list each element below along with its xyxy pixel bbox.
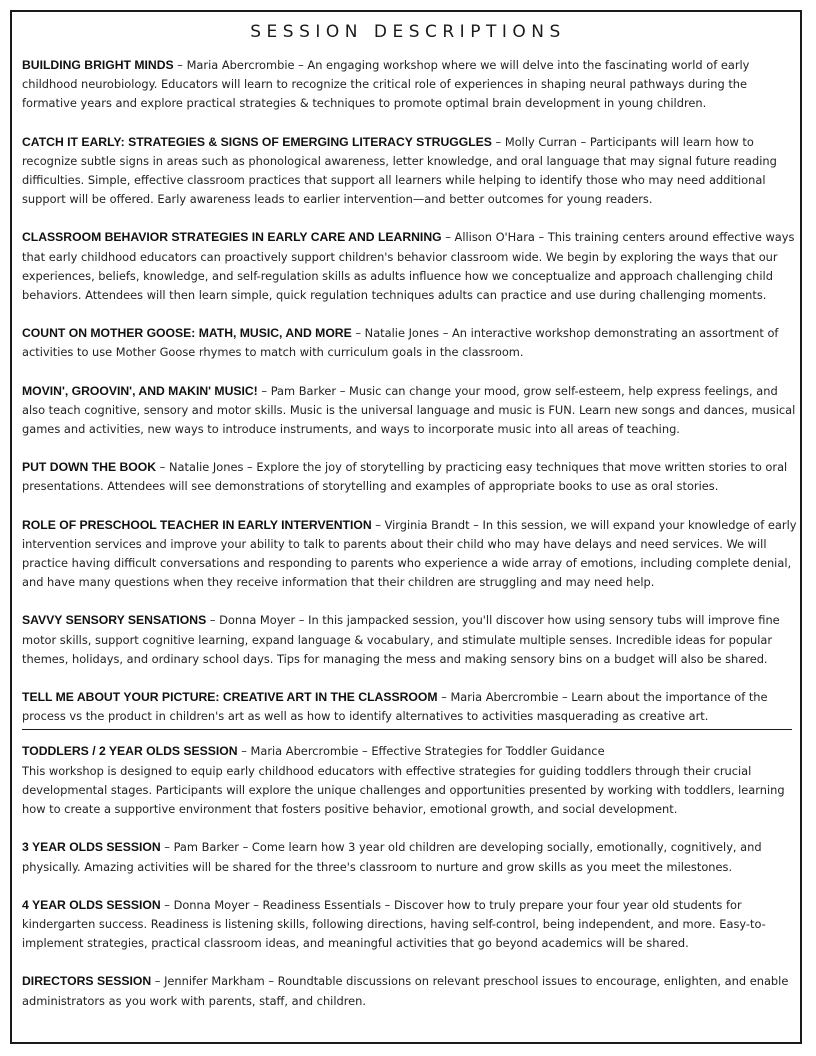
session-role-of-preschool-teacher: ROLE OF PRESCHOOL TEACHER IN EARLY INTERVENTION – Virginia Brandt – In this session, we will expand your knowledge of early intervention services and improve your ability to talk to parents about their child who may have delays and need services. We will practice having difficult conversations and responding to parents who experience a wide array of emotions, including complete denial, and have many questions when they receive information that their children are struggling and may need help.: [22, 517, 797, 590]
session-title: DIRECTORS SESSION: [22, 974, 152, 989]
session-title: PUT DOWN THE BOOK: [22, 460, 157, 475]
session-subtitle: Maria Abercrombie – Effective Strategies for Toddler Guidance: [250, 744, 605, 759]
session-put-down-the-book: PUT DOWN THE BOOK – Natalie Jones – Explore the joy of storytelling by practicing easy techniques that move written stories to oral presentations. Attendees will see demonstrations of storytelling and examples of appropriate books to use as oral stories.: [22, 460, 788, 494]
session-title: SAVVY SENSORY SENSATIONS: [22, 613, 207, 628]
session-title: MOVIN', GROOVIN', AND MAKIN' MUSIC!: [22, 383, 258, 398]
session-4-year-olds: 4 YEAR OLDS SESSION – Donna Moyer – Readiness Essentials – Discover how to truly prepare your four year old students for kindergarten success. Readiness is listening skills, following directions, having self-control, being independent, and more. Easy-to-implement strategies, practical classroom ideas, and meaningful activities that go beyond academics will be shared.: [22, 897, 766, 951]
session-title: COUNT ON MOTHER GOOSE: MATH, MUSIC, AND MORE: [22, 326, 352, 341]
session-list: [22, 56, 797, 1030]
session-description: Molly Curran – Participants will learn how to recognize subtle signs in areas such as phonological awareness, letter knowledge, and oral language that may signal future reading difficulties. Simple, effective classroom practices that support all learners while helping to identify those who may need additional support will be offered. Early awareness leads to earlier intervention—and better outcomes for young readers.: [22, 134, 777, 207]
session-title: CATCH IT EARLY: STRATEGIES & SIGNS OF EMERGING LITERACY STRUGGLES: [22, 134, 492, 149]
session-classroom-behavior: CLASSROOM BEHAVIOR STRATEGIES IN EARLY CARE AND LEARNING – Allison O'Hara – This training centers around effective ways that early childhood educators can proactively support children's behavior classroom wide. We begin by exploring the ways that our experiences, beliefs, knowledge, and self-regulation skills as adults influence how we conceptualize and approach challenging child behaviors. Attendees will then learn simple, quick regulation techniques adults can practice and use during challenging moments.: [22, 230, 795, 303]
session-directors: DIRECTORS SESSION – Jennifer Markham – Roundtable discussions on relevant preschool issues to encourage, enlighten, and enable administrators as you work with parents, staff, and children.: [22, 974, 789, 1008]
session-count-on-mother-goose: COUNT ON MOTHER GOOSE: MATH, MUSIC, AND MORE – Natalie Jones – An interactive workshop demonstrating an assortment of activities to use Mother Goose rhymes to match with curriculum goals in the classroom.: [22, 326, 779, 360]
session-tell-me-about-your-picture: TELL ME ABOUT YOUR PICTURE: CREATIVE ART IN THE CLASSROOM – Maria Abercrombie – Learn about the importance of the process vs the product in children's art as well as how to identify alternatives to activities masquerading as creative art.: [22, 690, 768, 724]
session-description: Virginia Brandt – In this session, we will expand your knowledge of early intervention services and improve your ability to talk to parents about their child who may have delays and need services. We will practice having difficult conversations and responding to parents who experience a wide array of emotions, including complete denial, and have many questions when they receive information that their children are struggling and may need help.: [22, 517, 797, 590]
session-description: Donna Moyer – In this jampacked session, you'll discover how using sensory tubs will improve fine motor skills, support cognitive learning, expand language & vocabulary, and stimulate multiple senses. Incredible ideas for popular themes, holidays, and ordinary school days. Tips for managing the mess and making sensory bins on a budget will also be shared.: [22, 613, 780, 666]
session-catch-it-early: CATCH IT EARLY: STRATEGIES & SIGNS OF EMERGING LITERACY STRUGGLES – Molly Curran – Participants will learn how to recognize subtle signs in areas such as phonological awareness, letter knowledge, and oral language that may signal future reading difficulties. Simple, effective classroom practices that support all learners while helping to identify those who may need additional support will be offered. Early awareness leads to earlier intervention—and better outcomes for young readers.: [22, 134, 777, 207]
page-title: SESSION DESCRIPTIONS: [250, 22, 566, 42]
session-savvy-sensory: SAVVY SENSORY SENSATIONS – Donna Moyer – In this jampacked session, you'll discover how using sensory tubs will improve fine motor skills, support cognitive learning, expand language & vocabulary, and stimulate multiple senses. Incredible ideas for popular themes, holidays, and ordinary school days. Tips for managing the mess and making sensory bins on a budget will also be shared.: [22, 613, 780, 666]
session-title: BUILDING BRIGHT MINDS: [22, 58, 174, 72]
session-description: Natalie Jones – Explore the joy of storytelling by practicing easy techniques that move written stories to oral presentations. Attendees will see demonstrations of storytelling and examples of appropriate books to use as oral stories.: [22, 460, 788, 494]
session-title: TODDLERS / 2 YEAR OLDS SESSION: [22, 744, 238, 759]
section-divider: [22, 729, 792, 730]
session-title: TELL ME ABOUT YOUR PICTURE: CREATIVE ART IN THE CLASSROOM: [22, 690, 438, 705]
session-toddlers: TODDLERS / 2 YEAR OLDS SESSION – Maria Abercrombie – Effective Strategies for Toddler Guidance This workshop is designed to equip early childhood educators with effective strategies for guiding toddlers through their crucial developmental stages. Participants will explore the unique challenges and opportunities presented by working with toddlers, learning how to create a supportive environment that fosters positive behavior, emotional growth, and social development.: [22, 742, 797, 819]
session-title: 4 YEAR OLDS SESSION: [22, 897, 161, 912]
session-movin-groovin: MOVIN', GROOVIN', AND MAKIN' MUSIC! – Pam Barker – Music can change your mood, grow self-esteem, help express feelings, and also teach cognitive, sensory and motor skills. Music is the universal language and music is FUN. Learn new songs and dances, musical games and activities, new ways to introduce instruments, and ways to incorporate music into all areas of teaching.: [22, 383, 796, 437]
session-description: Maria Abercrombie – An engaging workshop where we will delve into the fascinating world of early childhood neurobiology. Educators will learn to recognize the critical role of experiences in shaping neural pathways during the formative years and explore practical strategies & techniques to promote optimal brain development in young children.: [22, 58, 750, 111]
session-description: Pam Barker – Music can change your mood, grow self-esteem, help express feelings, and also teach cognitive, sensory and motor skills. Music is the universal language and music is FUN. Learn new songs and dances, musical games and activities, new ways to introduce instruments, and ways to incorporate music into all areas of teaching.: [22, 383, 796, 437]
session-description: Jennifer Markham – Roundtable discussions on relevant preschool issues to encourage, enlighten, and enable administrators as you work with parents, staff, and children.: [22, 974, 789, 1008]
session-description: Maria Abercrombie – Learn about the importance of the process vs the product in children's art as well as how to identify alternatives to activities masquerading as creative art.: [22, 690, 768, 724]
session-description: Pam Barker – Come learn how 3 year old children are developing socially, emotionally, cognitively, and physically. Amazing activities will be shared for the three's classroom to nurture and grow skills as you meet the milestones.: [22, 840, 762, 874]
session-title: CLASSROOM BEHAVIOR STRATEGIES IN EARLY CARE AND LEARNING: [22, 230, 442, 245]
session-title: ROLE OF PRESCHOOL TEACHER IN EARLY INTERVENTION: [22, 517, 372, 532]
session-building-bright-minds: BUILDING BRIGHT MINDS – Maria Abercrombie – An engaging workshop where we will delve into the fascinating world of early childhood neurobiology. Educators will learn to recognize the critical role of experiences in shaping neural pathways during the formative years and explore practical strategies & techniques to promote optimal brain development in young children.: [22, 58, 750, 111]
session-description: Donna Moyer – Readiness Essentials – Discover how to truly prepare your four year old students for kindergarten success. Readiness is listening skills, following directions, having self-control, being independent, and more. Easy-to-implement strategies, practical classroom ideas, and meaningful activities that go beyond academics will be shared.: [22, 897, 766, 951]
session-description: Natalie Jones – An interactive workshop demonstrating an assortment of activities to use Mother Goose rhymes to match with curriculum goals in the classroom.: [22, 326, 779, 360]
session-description: Allison O'Hara – This training centers around effective ways that early childhood educators can proactively support children's behavior classroom wide. We begin by exploring the ways that our experiences, beliefs, knowledge, and self-regulation skills as adults influence how we conceptualize and approach challenging child behaviors. Attendees will then learn simple, quick regulation techniques adults can practice and use during challenging moments.: [22, 230, 795, 303]
session-description: This workshop is designed to equip early childhood educators with effective strategies for guiding toddlers through their crucial developmental stages. Participants will explore the unique challenges and opportunities presented by working with toddlers, learning how to create a supportive environment that fosters positive behavior, emotional growth, and social development.: [22, 763, 785, 817]
session-title: 3 YEAR OLDS SESSION: [22, 840, 161, 855]
session-3-year-olds: 3 YEAR OLDS SESSION – Pam Barker – Come learn how 3 year old children are developing socially, emotionally, cognitively, and physically. Amazing activities will be shared for the three's classroom to nurture and grow skills as you meet the milestones.: [22, 840, 762, 874]
